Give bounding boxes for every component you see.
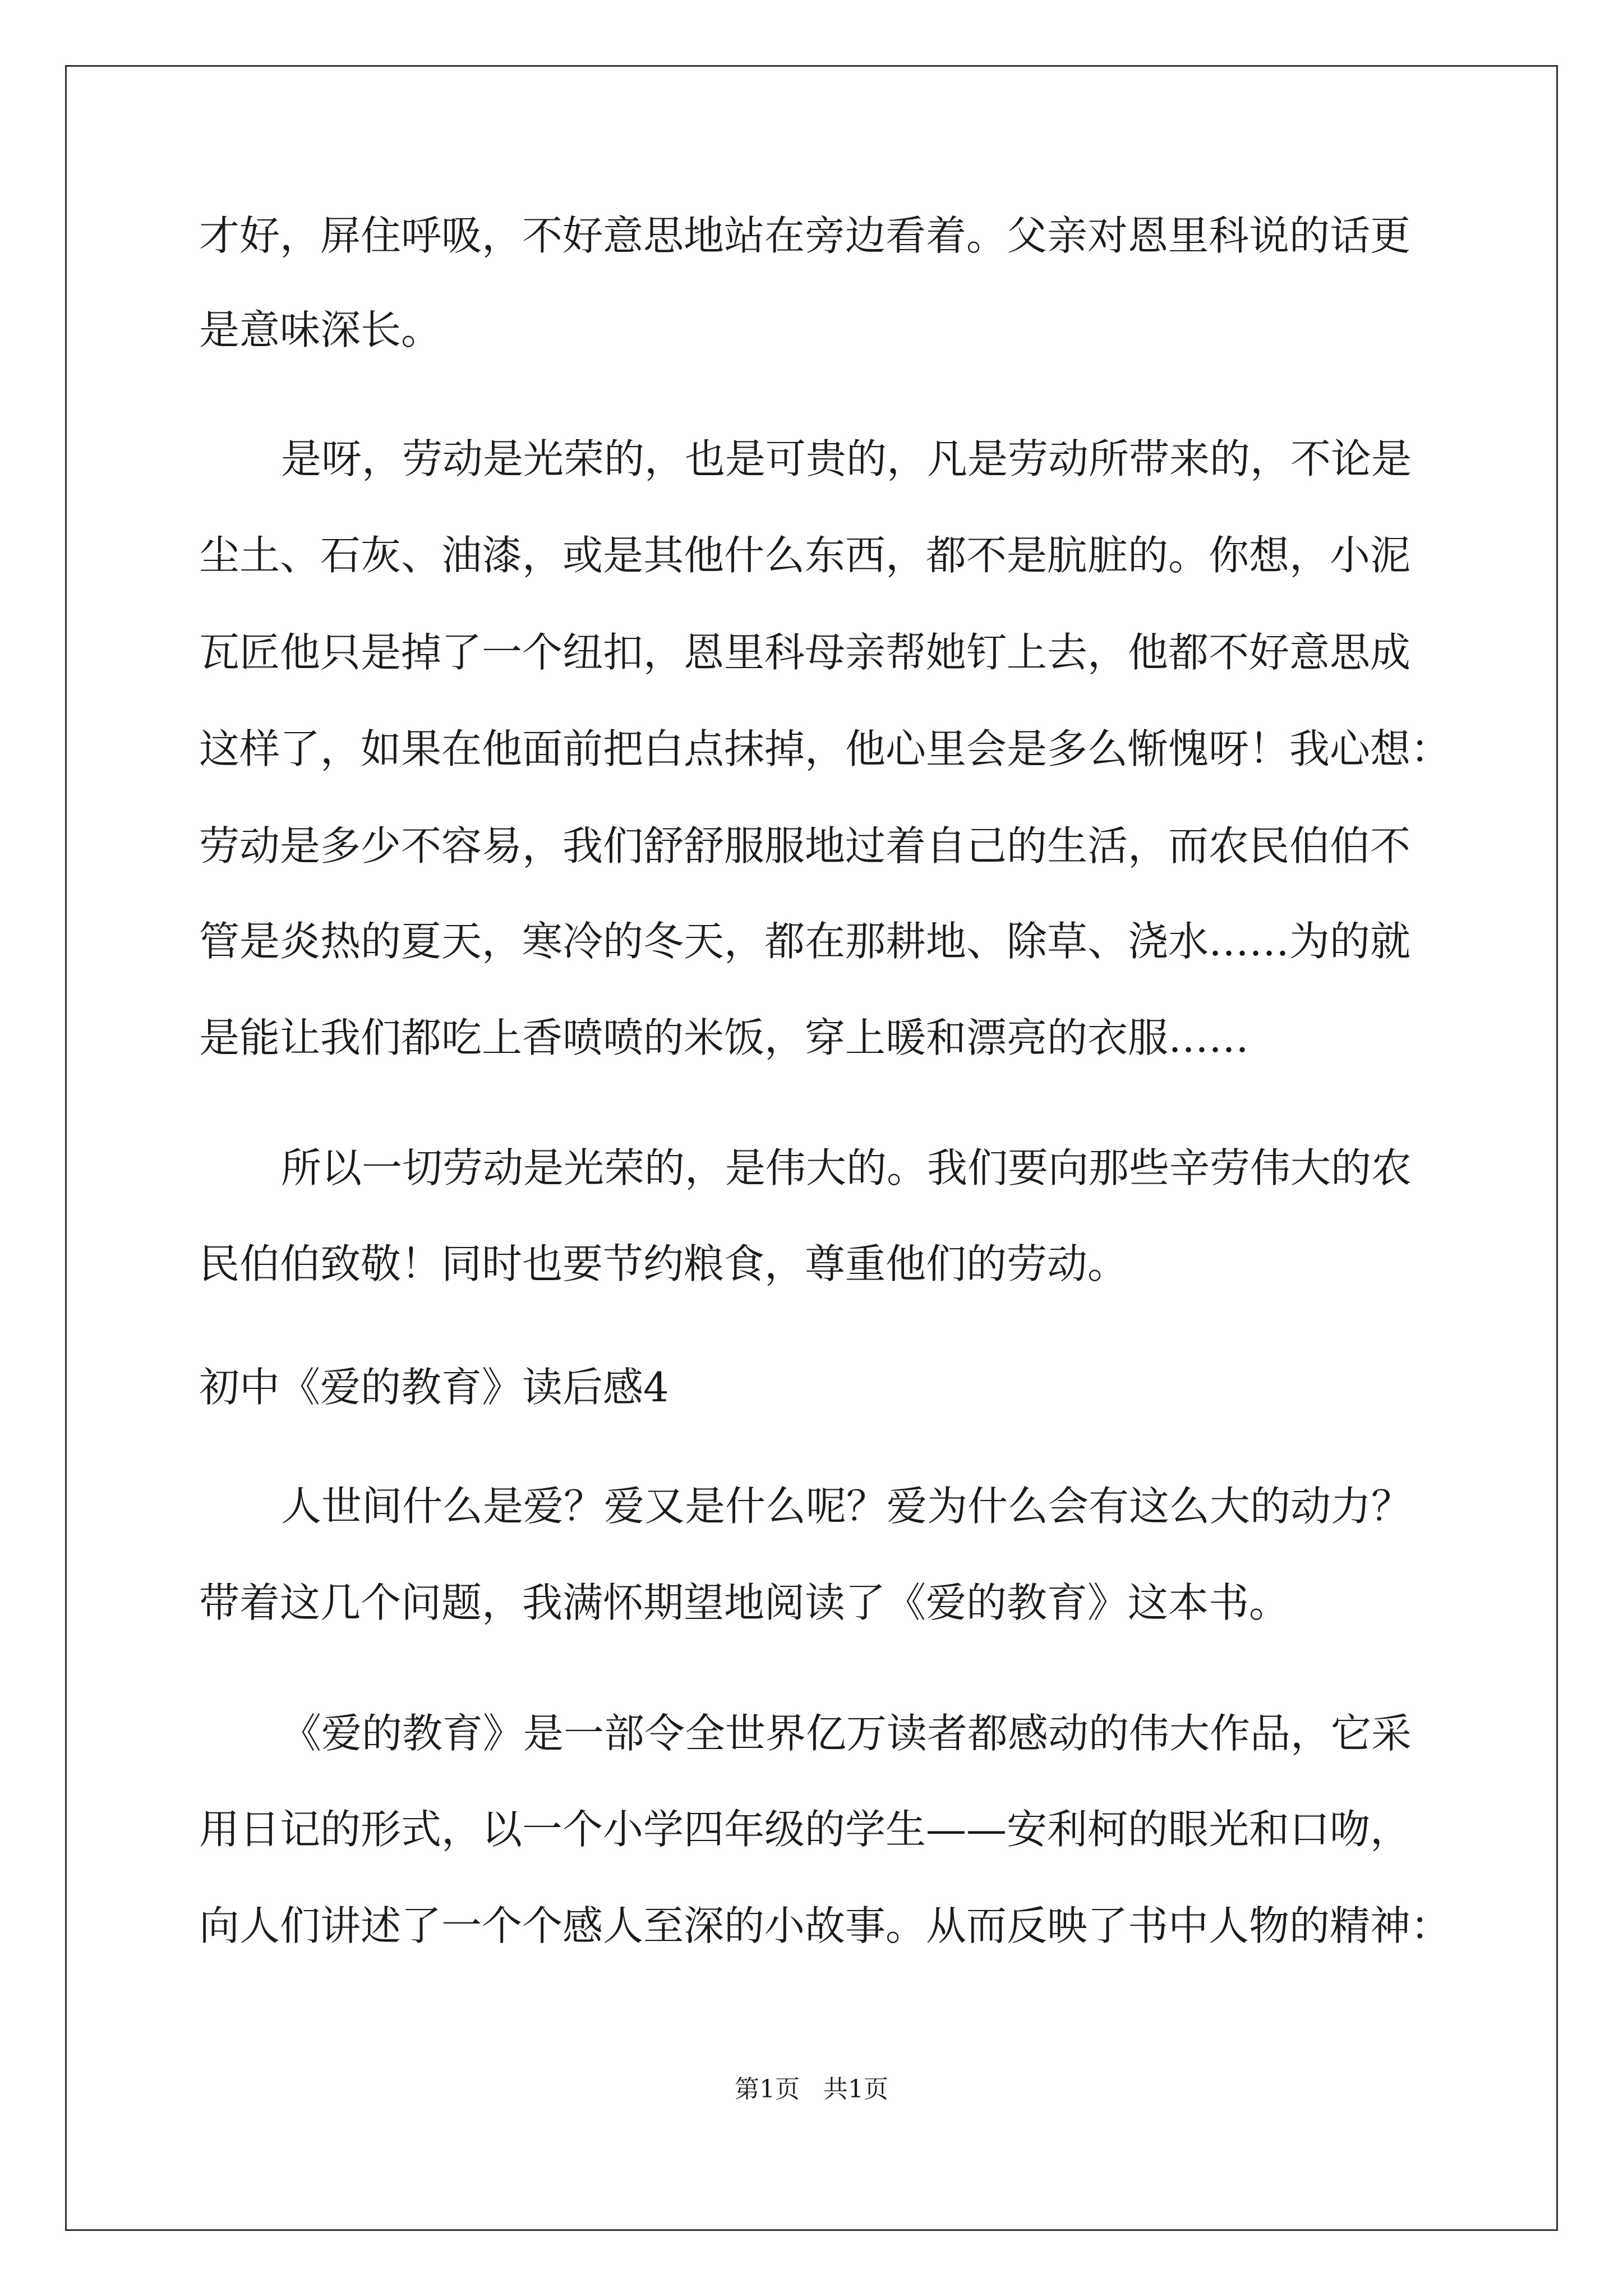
page-footer: 第1页 共1页 [735,2075,888,2104]
paragraph-line: 《爱的教育》是一部令全世界亿万读者都感动的伟大作品，它采 [281,1710,1412,1757]
paragraph-line: 尘土、石灰、油漆，或是其他什么东西，都不是肮脏的。你想，小泥 [199,532,1411,579]
paragraph-line: 用日记的形式，以一个小学四年级的学生——安利柯的眼光和口吻， [199,1806,1411,1853]
paragraph-line: 是意味深长。 [199,306,442,353]
paragraph-line: 是呀，劳动是光荣的，也是可贵的，凡是劳动所带来的，不论是 [281,435,1412,482]
section-heading: 初中《爱的教育》读后感4 [199,1364,669,1411]
paragraph-line: 所以一切劳动是光荣的，是伟大的。我们要向那些辛劳伟大的农 [281,1144,1412,1191]
paragraph-line: 民伯伯致敬！同时也要节约粮食，尊重他们的劳动。 [199,1240,1128,1287]
paragraph-line: 劳动是多少不容易，我们舒舒服服地过着自己的生活，而农民伯伯不 [199,822,1411,869]
paragraph-line: 是能让我们都吃上香喷喷的米饭，穿上暖和漂亮的衣服…… [199,1014,1249,1061]
paragraph-line: 带着这几个问题，我满怀期望地阅读了《爱的教育》这本书。 [199,1579,1290,1626]
paragraph-line: 才好，屏住呼吸，不好意思地站在旁边看着。父亲对恩里科说的话更 [199,212,1411,259]
paragraph-line: 这样了，如果在他面前把白点抹掉，他心里会是多么惭愧呀！我心想： [199,725,1451,772]
paragraph-line: 人世间什么是爱？爱又是什么呢？爱为什么会有这么大的动力？ [281,1483,1412,1530]
paragraph-line: 管是炎热的夏天，寒冷的冬天，都在那耕地、除草、浇水……为的就 [199,918,1411,965]
paragraph-line: 向人们讲述了一个个感人至深的小故事。从而反映了书中人物的精神： [199,1902,1451,1949]
paragraph-line: 瓦匠他只是掉了一个纽扣，恩里科母亲帮她钉上去，他都不好意思成 [199,629,1411,676]
